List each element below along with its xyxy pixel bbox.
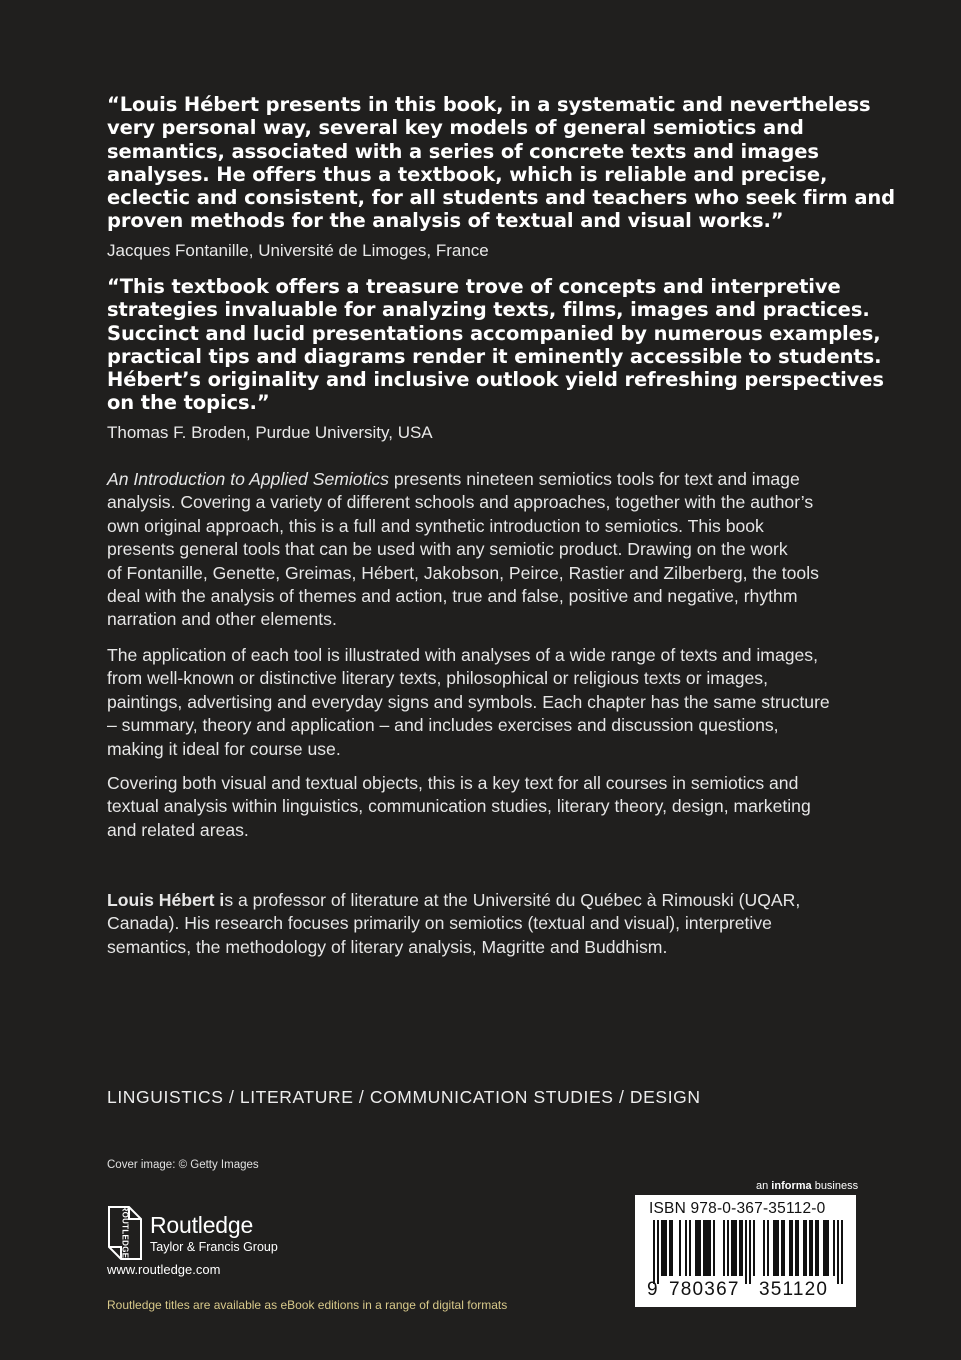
barcode-bar	[713, 1220, 715, 1276]
barcode-bar	[797, 1220, 799, 1276]
barcode-bar	[679, 1220, 681, 1276]
isbn-label: ISBN 978-0-367-35112-0	[649, 1200, 826, 1217]
barcode-bar	[653, 1220, 655, 1284]
barcode-bar	[837, 1220, 839, 1284]
barcode-bar	[733, 1220, 735, 1276]
barcode-bar	[731, 1220, 733, 1276]
barcode-bar	[745, 1220, 747, 1284]
barcode-bar	[763, 1220, 765, 1276]
barcode-bar	[671, 1220, 673, 1276]
barcode-bar	[811, 1220, 813, 1276]
barcode-bar	[777, 1220, 779, 1276]
barcode-bar	[827, 1220, 829, 1276]
endorsement-attribution-2: Thomas F. Broden, Purdue University, USA	[107, 423, 433, 442]
barcode-bar	[739, 1220, 741, 1276]
barcode-bar	[783, 1220, 785, 1276]
publisher-website[interactable]: www.routledge.com	[107, 1262, 221, 1277]
barcode-bar	[727, 1220, 729, 1276]
barcode-bar	[699, 1220, 701, 1276]
barcode-bar	[795, 1220, 797, 1276]
barcode-bar	[689, 1220, 691, 1276]
cover-image-credit: Cover image: © Getty Images	[107, 1159, 259, 1171]
informa-business-line	[756, 1180, 858, 1192]
description-paragraph-2: The application of each tool is illustrated with analyses of a wide range of texts and images, from well-known or distinctive literary texts, philosophical or religious texts or images, paintings, advertising and everyday signs and symbols. Each chapter has the same structure – summary, theory and application – and includes exercises and discussion questions, making it ideal for course use.	[107, 645, 830, 759]
barcode-bar	[723, 1220, 725, 1276]
barcode-bar	[817, 1220, 819, 1276]
barcode-bar	[781, 1220, 783, 1276]
informa-prefix: an	[756, 1180, 772, 1192]
informa-brand: informa	[771, 1180, 812, 1192]
ebook-availability-note: Routledge titles are available as eBook editions in a range of digital formats	[107, 1298, 508, 1312]
ean-barcode	[643, 1220, 848, 1284]
barcode-bar	[705, 1220, 707, 1276]
description-paragraph-3: Covering both visual and textual objects, this is a key text for all courses in semiotics and textual analysis within linguistics, communication studies, literary theory, design, marketing and related areas.	[107, 773, 811, 840]
author-bio-text: s a professor of literature at the Université du Québec à Rimouski (UQAR, Canada). His research focuses primarily on semiotics (textual and visual), interpretive semantics, the methodology of literary analysis, Magritte and Buddhism.	[107, 890, 801, 957]
barcode-panel	[635, 1195, 856, 1307]
barcode-bar	[749, 1220, 751, 1284]
barcode-bar	[665, 1220, 667, 1276]
barcode-bar	[791, 1220, 793, 1276]
subject-categories: LINGUISTICS / LITERATURE / COMMUNICATION STUDIES / DESIGN	[107, 1087, 701, 1107]
barcode-bar	[697, 1220, 699, 1276]
book-title-italic: An Introduction to Applied Semiotics	[107, 469, 389, 489]
publisher-group: Taylor & Francis Group	[150, 1240, 278, 1254]
barcode-bar	[753, 1220, 755, 1276]
barcode-bar	[685, 1220, 687, 1276]
barcode-bar	[735, 1220, 737, 1276]
routledge-vertical-text: ROUTLEDGE	[120, 1205, 130, 1259]
barcode-bar	[773, 1220, 775, 1276]
ean-right-group: 351120	[759, 1279, 829, 1300]
barcode-bar	[809, 1220, 811, 1276]
barcode-bar	[663, 1220, 665, 1276]
description-paragraph-1-text: presents nineteen semiotics tools for text and image analysis. Covering a variety of different schools and approaches, together with the author’s own original approach, this is a full and synthetic introduction to semiotics. This book presents general tools that can be used with any semiotic product. Drawing on the work of Fontanille, Genette, Greimas, Hébert, Jakobson, Peirce, Rastier and Zilberberg, the tools deal with the analysis of themes and action, true and false, positive and negative, rhythm narration and other elements.	[107, 469, 819, 630]
barcode-bar	[707, 1220, 709, 1276]
description-paragraph-1	[107, 468, 819, 632]
barcode-bar	[767, 1220, 769, 1276]
barcode-bar	[703, 1220, 705, 1276]
barcode-bar	[815, 1220, 817, 1276]
author-name: Louis Hébert i	[107, 890, 225, 910]
publisher-name: Routledge	[150, 1212, 254, 1238]
barcode-bar	[825, 1220, 827, 1276]
barcode-bar	[775, 1220, 777, 1276]
barcode-bar	[695, 1220, 697, 1276]
endorsement-quote-2: “This textbook offers a treasure trove of concepts and interpretive strategies invaluable for analyzing texts, films, images and practices. Succinct and lucid presentations accompanied by numerous examples, practical tips and diagrams render it eminently accessible to students. Hébert’s originality and inclusive outlook yield refreshing perspectives on the topics.”	[107, 275, 884, 415]
barcode-bar	[833, 1220, 835, 1276]
barcode-bar	[841, 1220, 843, 1284]
barcode-bar	[789, 1220, 791, 1276]
barcode-bar	[741, 1220, 743, 1276]
barcode-bar	[709, 1220, 711, 1276]
barcode-bar	[803, 1220, 805, 1276]
barcode-bar	[823, 1220, 825, 1276]
author-bio	[107, 889, 800, 959]
barcode-bar	[661, 1220, 663, 1276]
barcode-bar	[805, 1220, 807, 1276]
informa-suffix: business	[811, 1180, 859, 1192]
endorsement-attribution-1: Jacques Fontanille, Université de Limoges, France	[107, 241, 489, 260]
ean-left-group: 780367	[669, 1279, 740, 1300]
routledge-logo	[107, 1205, 297, 1263]
endorsement-quote-1: “Louis Hébert presents in this book, in a systematic and nevertheless very personal way, several key models of general semiotics and semantics, associated with a series of concrete texts and images analyses. He offers thus a textbook, which is reliable and precise, eclectic and consistent, for all students and teachers who seek firm and proven methods for the analysis of textual and visual works.”	[107, 93, 896, 233]
ean-first-digit: 9	[647, 1279, 659, 1300]
barcode-bar	[669, 1220, 671, 1276]
barcode-bar	[657, 1220, 659, 1284]
